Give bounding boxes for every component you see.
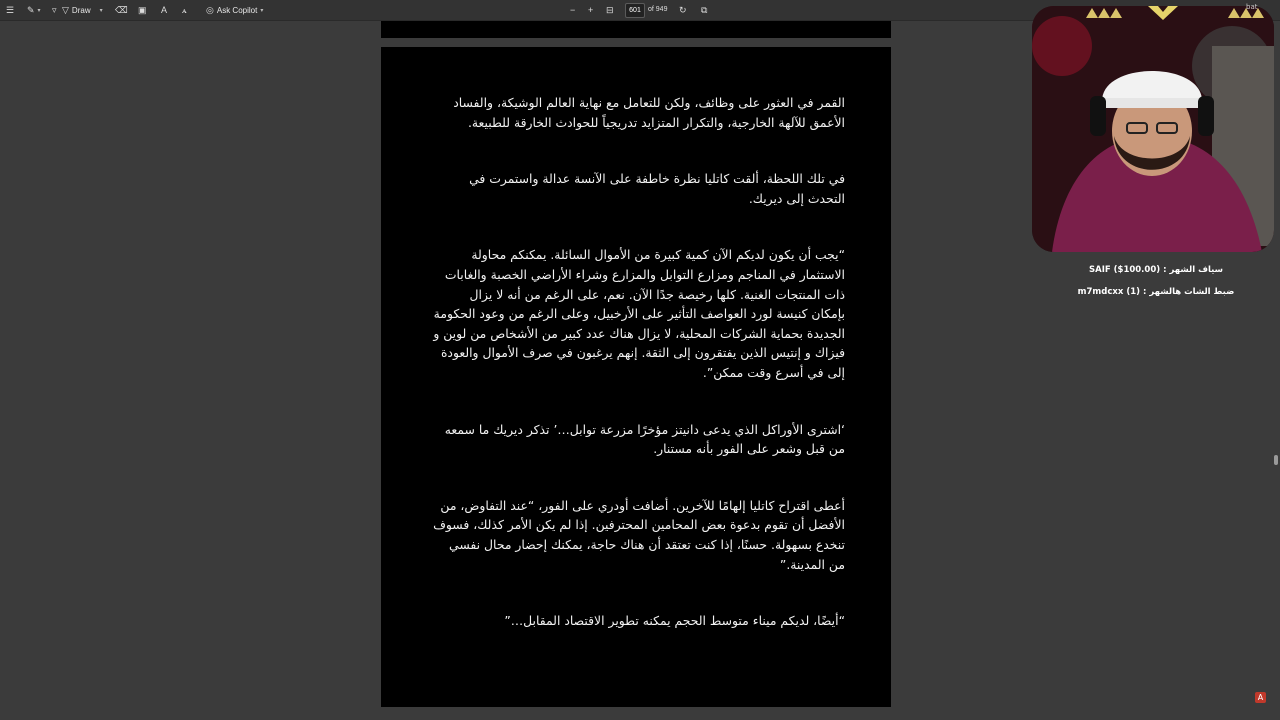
scroll-line-top (1040, 254, 1272, 265)
stream-info (1040, 254, 1272, 298)
text-box-button[interactable] (138, 3, 147, 17)
rotate-icon: ↻ (679, 5, 687, 15)
paragraph: “يجب أن يكون لديكم الآن كمية كبيرة من الأموال السائلة. يمكنكم محاولة الاستثمار في المناجم ومزارع التوابل والمزارع وشراء الأراضي الخصبة والغابات ذات المنتجات الغنية. كلها رخيصة جدًا الآن. نعم، على الرغم من أنه لا يزال بإمكان كنيسة لورد العواصف التأثير على الأرخبيل، وعلى الرغم من وعود الحكومة الجديدة بحماية الشركات المحلية، لا يزال هناك عدد كبير من الأشخاص من لوين و فيزاك و إنتيس الذين يفتقرون إلى الثقة. إنهم يرغبون في صرف الأموال والعودة إلى في أسرع وقت ممكن”. (433, 247, 845, 380)
chevron-down-icon: ▾ (260, 7, 264, 14)
immersive-reader-button[interactable] (182, 3, 187, 17)
draw-label: Draw (71, 5, 91, 15)
erase-button[interactable] (115, 3, 128, 17)
page-total-label: of 949 (648, 6, 668, 13)
paragraph: القمر في العثور على وظائف، ولكن للتعامل مع نهاية العالم الوشيكة، والفساد الأعمق للآلهة الخارجية، والتكرار المتزايد تدريجياً للحوادث الخارقة للطبيعة. (453, 95, 845, 130)
list-icon: ☰ (6, 5, 15, 15)
chevron-down-icon: ▾ (37, 7, 41, 14)
paragraph: في تلك اللحظة، ألقت كاتليا نظرة خاطفة على الآنسة عدالة واستمرت في التحدث إلى ديريك. (469, 171, 845, 206)
chat-moderator-line: m7mdcxx (1) : ضبط الشات هالشهر (1077, 287, 1235, 297)
read-aloud-icon: A (161, 5, 168, 15)
page-view-button[interactable] (701, 3, 707, 17)
page-text (433, 93, 845, 631)
minus-icon: − (570, 5, 576, 15)
scrollbar-thumb[interactable] (1274, 455, 1278, 465)
paragraph: أعطى اقتراح كاتليا إلهامًا للآخرين. أضافت أودري على الفور، “عند التفاوض، من الأفضل أن تقوم بدعوة بعض المحامين المحترفين. إذا لم يكن الأمر كذلك، فسوف تنخدع بسهولة. حسنًا، إذا كنت تعتقد أن هناك حاجة، يمكنك إحضار محال نفسي من المدينة.” (433, 497, 845, 572)
previous-page (381, 21, 891, 38)
zoom-in-button[interactable] (588, 3, 593, 17)
ask-copilot-label: Ask Copilot (216, 5, 258, 15)
zoom-out-button[interactable] (570, 3, 575, 17)
paragraph: ‘اشترى الأوراكل الذي يدعى دانيتز مؤخرًا مزرعة توابل…’ تذكر ديريك ما سمعه من قبل وشعر على الفور بأنه مستنار. (444, 421, 845, 457)
streamer-silhouette (1032, 6, 1274, 252)
plus-icon: + (588, 5, 594, 15)
draw-icon: ▽ (62, 5, 69, 15)
webcam-feed (1032, 6, 1274, 252)
copilot-icon: ◎ (206, 5, 214, 15)
ask-copilot-button[interactable] (206, 3, 263, 17)
page-number-input[interactable]: 601 (625, 3, 645, 18)
filter-button[interactable] (52, 3, 57, 17)
paragraph: “أيضًا، لديكم ميناء متوسط الحجم يمكنه تطوير الاقتصاد المقابل…” (504, 613, 845, 629)
document-page (381, 47, 891, 707)
read-aloud-button[interactable] (161, 3, 167, 17)
highlighter-icon: ✎ (27, 5, 35, 15)
monthly-supporter-line: SAIF ($100.00) : سياف الشهر (1089, 265, 1223, 275)
rotate-button[interactable] (679, 3, 687, 17)
page-view-icon: ⧉ (701, 5, 708, 15)
scroll-line-mid (1040, 276, 1272, 287)
chevron-down-icon: ▾ (99, 7, 103, 14)
eraser-icon: ⌫ (115, 5, 128, 15)
filter-icon: ▿ (52, 5, 57, 15)
crown-decoration (1078, 2, 1268, 22)
pdf-icon: A (1255, 692, 1266, 703)
text-box-icon: ▣ (138, 5, 147, 15)
highlight-button[interactable] (27, 3, 41, 17)
fit-page-button[interactable] (606, 3, 614, 17)
draw-button[interactable] (62, 3, 103, 17)
username-label: bat (1246, 3, 1258, 11)
immersive-reader-icon: ꭺ (182, 5, 187, 15)
fit-page-icon: ⊟ (606, 5, 614, 15)
contents-button[interactable] (6, 3, 14, 17)
